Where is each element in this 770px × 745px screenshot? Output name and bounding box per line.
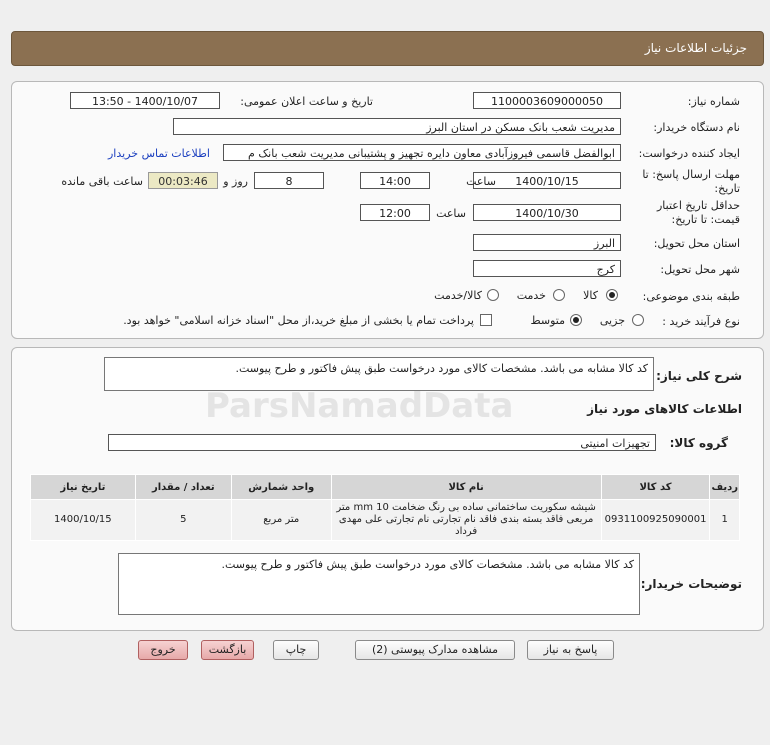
process-medium-radio[interactable] — [570, 314, 582, 326]
category-goods-radio[interactable] — [606, 289, 618, 301]
process-minor-radio[interactable] — [632, 314, 644, 326]
items-table-header — [31, 475, 740, 500]
view-attachments-button[interactable]: مشاهده مدارک پیوستی (2) — [355, 640, 515, 660]
print-button[interactable]: چاپ — [273, 640, 319, 660]
requester-label: ایجاد کننده درخواست: — [638, 147, 740, 160]
table-row — [31, 500, 740, 541]
price-validity-label-1: حداقل تاریخ اعتبار — [656, 199, 740, 212]
category-label: طبقه بندی موضوعی: — [642, 290, 740, 303]
price-validity-label-2: قیمت: تا تاریخ: — [671, 213, 740, 226]
watermark-brand: ParsNamadData — [205, 386, 514, 426]
row-unit: متر مربع — [231, 500, 331, 541]
buyer-org-field: مدیریت شعب بانک مسکن در استان البرز — [173, 118, 621, 135]
category-service-label: خدمت — [516, 289, 546, 302]
delivery-province-label: استان محل تحویل: — [653, 237, 740, 250]
need-number-field: 1100003609000050 — [473, 92, 621, 109]
days-label: روز و — [223, 175, 248, 188]
category-goods-service-label: کالا/خدمت — [434, 289, 482, 302]
remaining-time-label: ساعت باقی مانده — [61, 175, 143, 188]
category-goods-service-radio[interactable] — [487, 289, 499, 301]
item-group-field: تجهیزات امنیتی — [108, 434, 656, 451]
page-title: جزئیات اطلاعات نیاز — [644, 41, 747, 55]
category-goods-label: کالا — [583, 289, 598, 302]
reply-button[interactable]: پاسخ به نیاز — [527, 640, 614, 660]
reply-time-label: ساعت — [466, 175, 496, 188]
col-date-header: تاریخ نیاز — [31, 475, 136, 500]
back-button[interactable]: بازگشت — [201, 640, 254, 660]
col-code-header: کد کالا — [601, 475, 710, 500]
buyer-contact-link[interactable]: اطلاعات تماس خریدار — [108, 147, 210, 160]
row-name: شیشه سکوریت ساختمانی ساده بی رنگ ضخامت 10 mm متر مربعی فاقد بسته بندی فاقد نام تجارتی نام تجارتی علی مهدی فرداد — [331, 500, 601, 541]
exit-button[interactable]: خروج — [138, 640, 188, 660]
item-group-label: گروه کالا: — [669, 436, 728, 450]
general-description-label: شرح کلی نیاز: — [656, 369, 742, 383]
price-validity-time-label: ساعت — [436, 207, 466, 220]
row-code: 0931100925090001 — [601, 500, 710, 541]
reply-deadline-label-1: مهلت ارسال پاسخ: تا — [642, 168, 740, 181]
delivery-city-label: شهر محل تحویل: — [660, 263, 740, 276]
delivery-province-field: البرز — [473, 234, 621, 251]
buyer-notes-box: کد کالا مشابه می باشد. مشخصات کالای مورد درخواست طبق پیش فاکتور و طرح پیوست. — [118, 553, 640, 615]
days-field: 8 — [254, 172, 324, 189]
col-unit-header: واحد شمارش — [231, 475, 331, 500]
col-name-header: نام کالا — [331, 475, 601, 500]
announce-datetime-field: 1400/10/07 - 13:50 — [70, 92, 220, 109]
treasury-payment-note: پرداخت تمام یا بخشی از مبلغ خرید،از محل "اسناد خزانه اسلامی" خواهد بود. — [123, 314, 474, 327]
reply-time-field: 14:00 — [360, 172, 430, 189]
page-header — [11, 31, 764, 66]
reply-deadline-label-2: تاریخ: — [714, 182, 740, 195]
requester-field: ابوالفضل قاسمی فیروزآبادی معاون دایره تجهیز و پشتیبانی مدیریت شعب بانک م — [223, 144, 621, 161]
process-medium-label: متوسط — [530, 314, 565, 327]
category-service-radio[interactable] — [553, 289, 565, 301]
buyer-org-label: نام دستگاه خریدار: — [653, 121, 740, 134]
col-quantity-header: تعداد / مقدار — [135, 475, 231, 500]
buyer-notes-label: توضیحات خریدار: — [640, 577, 742, 591]
treasury-payment-checkbox[interactable] — [480, 314, 492, 326]
need-number-label: شماره نیاز: — [687, 95, 740, 108]
row-index: 1 — [710, 500, 740, 541]
price-validity-time-field: 12:00 — [360, 204, 430, 221]
delivery-city-field: کرج — [473, 260, 621, 277]
general-description-box: کد کالا مشابه می باشد. مشخصات کالای مورد درخواست طبق پیش فاکتور و طرح پیوست. — [104, 357, 654, 391]
reply-date-field: 1400/10/15 — [473, 172, 621, 189]
row-date: 1400/10/15 — [31, 500, 136, 541]
announce-datetime-label: تاریخ و ساعت اعلان عمومی: — [240, 95, 373, 108]
process-minor-label: جزیی — [599, 314, 625, 327]
col-index-header: ردیف — [710, 475, 740, 500]
remaining-time-field: 00:03:46 — [148, 172, 218, 189]
purchase-process-label: نوع فرآیند خرید : — [662, 315, 740, 328]
price-validity-date-field: 1400/10/30 — [473, 204, 621, 221]
items-section-title: اطلاعات کالاهای مورد نیاز — [587, 402, 742, 416]
row-quantity: 5 — [135, 500, 231, 541]
items-table — [30, 474, 740, 541]
